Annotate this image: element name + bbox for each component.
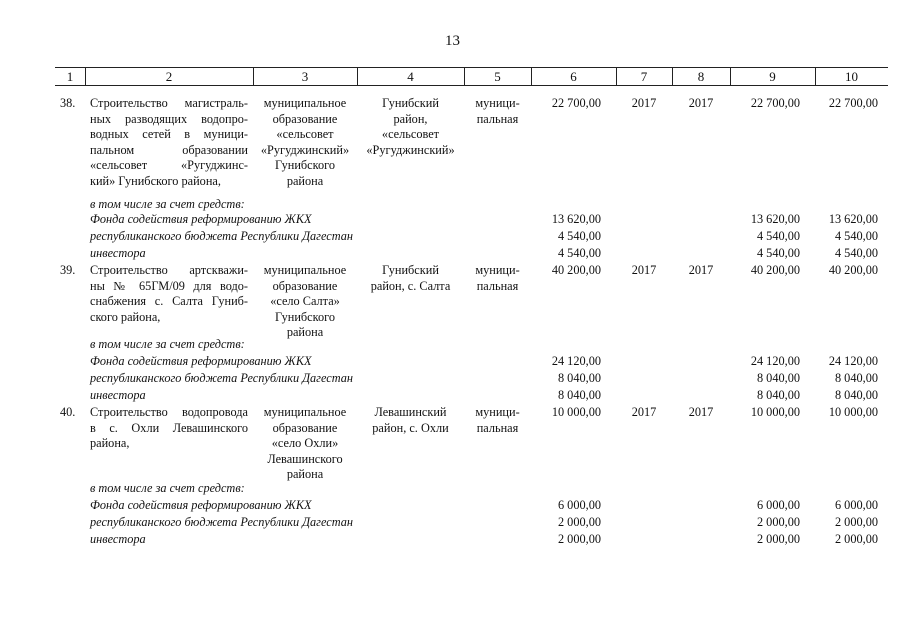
funding-source-col9: 4 540,00 [756, 229, 800, 243]
funding-source-col9: 4 540,00 [756, 246, 800, 260]
end-year: 2017 [688, 405, 714, 419]
owner-line: района [286, 325, 324, 339]
funding-source-total: 2 000,00 [557, 515, 601, 529]
column-header-10: 10 [845, 69, 858, 84]
column-header-3: 3 [301, 69, 309, 84]
object-name-line: «сельсовет «Ругуджинс- [90, 158, 248, 172]
row-number: 38. [60, 96, 76, 110]
funding-source-col10: 4 540,00 [834, 229, 878, 243]
column-header-5: 5 [494, 69, 501, 84]
location-line: «сельсовет [381, 127, 440, 141]
column-header-8: 8 [697, 69, 705, 84]
ownership-line: муници- [475, 405, 520, 419]
funding-source-total: 4 540,00 [557, 229, 601, 243]
location-line: Гунибский [382, 96, 439, 110]
column-header-9: 9 [769, 69, 776, 84]
col10-value: 40 200,00 [828, 263, 878, 277]
funding-intro: в том числе за счет средств: [90, 337, 245, 351]
start-year: 2017 [631, 263, 657, 277]
location-line: район, с. Салта [370, 278, 451, 293]
owner-line: района [286, 467, 324, 481]
object-name-line: водных сетей в муници- [90, 127, 248, 141]
total-cost: 10 000,00 [551, 405, 601, 419]
funding-source-total: 13 620,00 [551, 212, 601, 226]
funding-source-name: инвестора [90, 246, 146, 260]
funding-source-col10: 2 000,00 [834, 515, 878, 529]
end-year: 2017 [688, 96, 714, 110]
owner-line: района [286, 173, 324, 188]
funding-source-name: Фонда содействия реформированию ЖКХ [90, 498, 312, 512]
funding-source-name: республиканского бюджета Республики Дагестан [90, 229, 353, 243]
col9-value: 10 000,00 [750, 405, 800, 419]
owner-line: муниципальное [263, 263, 347, 277]
object-name-line: в с. Охли Левашинского [90, 420, 248, 435]
funding-source-total: 4 540,00 [557, 246, 601, 260]
owner-line: «Ругуджинский» [260, 142, 350, 157]
start-year: 2017 [631, 96, 657, 110]
funding-source-col9: 6 000,00 [756, 498, 800, 512]
ownership-line: пальная [476, 420, 519, 435]
funding-source-col9: 8 040,00 [756, 371, 800, 385]
end-year: 2017 [688, 263, 714, 277]
funding-source-col10: 24 120,00 [828, 354, 878, 368]
funding-source-name: республиканского бюджета Республики Дагестан [90, 371, 353, 385]
object-name-line: снабжения с. Салта Гуниб- [90, 294, 248, 308]
owner-line: «село Охли» [271, 436, 339, 450]
location-line: Левашинский [374, 405, 447, 419]
funding-source-col10: 8 040,00 [834, 371, 878, 385]
funding-source-total: 8 040,00 [557, 371, 601, 385]
funding-source-name: республиканского бюджета Республики Дагестан [90, 515, 353, 529]
funding-intro: в том числе за счет средств: [90, 481, 245, 495]
object-name-line: Строительство артскважи- [90, 263, 248, 277]
funding-source-name: Фонда содействия реформированию ЖКХ [90, 212, 312, 226]
col9-value: 40 200,00 [750, 263, 800, 277]
owner-line: муниципальное [263, 96, 347, 110]
total-cost: 40 200,00 [551, 263, 601, 277]
object-name-line: Строительство магистраль- [90, 96, 248, 110]
owner-line: образование [272, 420, 338, 435]
funding-source-name: инвестора [90, 388, 146, 402]
object-name-line: района, [90, 436, 130, 450]
owner-line: муниципальное [263, 405, 347, 419]
column-header-2: 2 [165, 69, 173, 84]
funding-source-col10: 6 000,00 [834, 498, 878, 512]
funding-source-total: 8 040,00 [557, 388, 601, 402]
funding-source-total: 24 120,00 [551, 354, 601, 368]
location-line: Гунибский [382, 263, 439, 277]
col9-value: 22 700,00 [750, 96, 800, 110]
owner-line: «село Салта» [270, 294, 340, 308]
column-header-7: 7 [640, 69, 648, 84]
funding-source-col10: 8 040,00 [834, 388, 878, 402]
col10-value: 22 700,00 [828, 96, 878, 110]
funding-source-name: инвестора [90, 532, 146, 546]
column-header-4: 4 [407, 69, 414, 84]
funding-source-col10: 13 620,00 [828, 212, 878, 226]
owner-line: Левашинского [267, 451, 343, 466]
col10-value: 10 000,00 [828, 405, 878, 419]
column-header-1: 1 [66, 69, 74, 84]
start-year: 2017 [631, 405, 657, 419]
owner-line: образование [272, 278, 338, 293]
object-name-line: ского района, [90, 309, 161, 324]
owner-line: образование [272, 111, 338, 126]
location-line: «Ругуджинский» [366, 142, 455, 157]
owner-line: «сельсовет [276, 127, 334, 141]
funding-source-col9: 13 620,00 [750, 212, 800, 226]
funding-intro: в том числе за счет средств: [90, 197, 245, 211]
ownership-line: пальная [476, 278, 519, 293]
table-header-row [55, 67, 888, 86]
funding-source-name: Фонда содействия реформированию ЖКХ [90, 354, 312, 368]
owner-line: Гунибского [274, 158, 336, 172]
funding-source-col9: 2 000,00 [756, 515, 800, 529]
ownership-line: муници- [475, 96, 520, 110]
object-name-line: ны № 65ГМ/09 для водо- [90, 278, 248, 293]
owner-line: Гунибского [274, 309, 336, 324]
funding-source-col9: 24 120,00 [750, 354, 800, 368]
row-number: 39. [60, 263, 76, 277]
total-cost: 22 700,00 [551, 96, 601, 110]
ownership-line: муници- [475, 263, 520, 277]
ownership-line: пальная [476, 111, 519, 126]
object-name-line: ных разводящих водопро- [90, 111, 248, 126]
location-line: район, [393, 111, 428, 126]
funding-source-col9: 8 040,00 [756, 388, 800, 402]
object-name-line: кий» Гунибского района, [90, 173, 221, 188]
row-number: 40. [60, 405, 76, 419]
object-name-line: Строительство водопровода [90, 405, 248, 419]
object-name-line: пальном образовании [90, 142, 248, 157]
column-header-6: 6 [570, 69, 577, 84]
funding-source-col9: 2 000,00 [756, 532, 800, 546]
funding-source-total: 6 000,00 [557, 498, 601, 512]
page-number: 13 [445, 33, 460, 49]
funding-source-col10: 4 540,00 [834, 246, 878, 260]
location-line: район, с. Охли [372, 420, 449, 435]
funding-source-col10: 2 000,00 [834, 532, 878, 546]
funding-source-total: 2 000,00 [557, 532, 601, 546]
